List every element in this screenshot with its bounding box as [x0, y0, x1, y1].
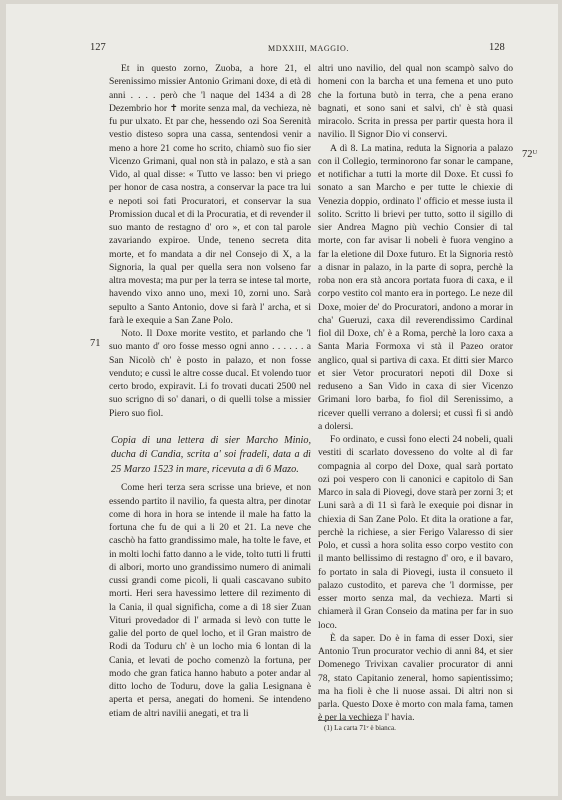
margin-number-71: 71	[90, 338, 101, 349]
paragraph-noto: Noto. Il Doxe morite vestito, et parlando che 'l suo manto d' oro fosse messo ogni anno . . . . . . a San Nicolò ch' è posto in palazo, et non fosse venduto; e cussì le altre cosse ducal. Et volendo tuor certo brodo, expiravit. Li fo trovati ducati 2500 nel suo scrigno di so' danari, o di quelli tolse a missier Piero suo fiol.	[109, 328, 311, 419]
left-column	[109, 62, 311, 720]
right-column	[318, 62, 513, 725]
running-title: MDXXIII, MAGGIO.	[268, 44, 349, 53]
paragraph-letter-body: Come heri terza sera scrisse una brieve, et non essendo partito il navilio, fa questa altra, per dinotar come di hora in hora se intende il male ha fatto la fortuna che fu de qui a li 20 et 21. La neve che caschò ha fatto grandissimo male, ha tolte le fave, et in molti lochi fatto danno a le vide, tolto tutti li frutti di albori, morto uno grandissimo numero di animali cussi grandi come picoli, li quali cascavano subito morti. Heri sera havessimo lettere dil rezimento di la Cania, il qual significha, come a dì 18 sier Zuan Vituri provedador di l' armada si levò con tutte le galie del porto de quel locho, et il Gran maistro de Rodi da Toduru ch' è un locho mia 6 lontan di la Cania, et levati de pocho comenzò la fortuna, per modo che gran fatica hanno habuto a poter andar al ditto locho de Toduru, dove la galia Lesignana è aperta et persa, anegati do homeni. Se intendeno etiam de altri navilii anegati, et tra li	[109, 482, 311, 719]
letter-title: Copia di una lettera di sier Marcho Minio, ducha di Candia, scrita a' soi fradeli, data a dì 25 Marzo 1523 in mare, ricevuta a dì 6 Mazo.	[111, 434, 311, 475]
paragraph-fo-ordinato: Fo ordinato, e cussì fono electi 24 nobeli, quali vestiti di scarlato dovesseno do volte al dì far compagnia al corpo del Doxe, qual sarà portato ozi poi vespero con li canonici e capitolo di San Marco in sala di Piovegi, dove starà per zorni 3; et Luni sarà a dì 11 sì farà le exequie poi disnar in chiexia di San Zane Polo. Et dita la oratione a far, perchè la richiese, a sier Ferigo Valaresso di sier Polo, et cussì a hora solita esso corpo vestito con il manto bellissimo di restagno d' oro, e il bavaro, fo portato in sala di Piovegi, iusta il consueto il palazo custodito, et pareva che 'l dormisse, per esser morto senza mal, da vechieza. Marti si chiamerà il Gran Conseio da matina per far in suo loco.	[318, 434, 513, 631]
scanned-page	[6, 4, 558, 796]
footnote-rule	[318, 720, 378, 721]
footnote: (1) La carta 71ᵛ è bianca.	[324, 724, 396, 732]
paragraph-a-di-8: A dì 8. La matina, reduta la Signoria a palazo con il Collegio, terminorono far sonar le campane, et notifichar a tutti la morte dil Doxe. Et cussì fo sonato a san Marcho e per tutte le chiexie di Venezia doppio, ordinato l' officio et messe iusta il solito. Scritto li brievi per tutto, sotto il sigillo di sier Andrea Magno più vechio Consier di tal morte, con far avisar li nobeli è fuora vengino a far la eletione dil Doxe futuro. Et la Signoria restò a disnar in palazo, in la parte di sopra, perchè la roba non era stà ancora portata fuora di caxa, e il corpo vestito col manto era in portego. Le neze dil Doxe, moier de' do Procuratori, andono a morar in cha' Gueruzi, caxa dil reverendissimo Cardinal fiol dil Doxe, ch' è a Roma, perchè la loro caxa a Santa Maria Formoxa vi stà il Pazeo orator anglico, qual si partiva di caxa. Et ditti sier Marco et sier Vetor procuratori nepoti dil Doxe si reduseno a San Vido in caxa di sier Vicenzo Grimani loro barba, fo fiol dil Serenissimo, a ricever quelli verrano a dolersi; et cussì fi si andò a dolersi.	[318, 142, 513, 432]
page-number-left: 127	[90, 42, 106, 53]
paragraph-letter-continuation: altri uno navilio, del qual non scampò salvo do homeni con la barcha et una femena et uno puto che la fortuna butò in terra, che a pena erano bagnati, et sono sani et salvi, ch' è stà quasi miracolo. Scrita in pressa per partir questa hora il navilio. Il Signor Dio vi conservi.	[318, 63, 513, 141]
paragraph-doge-death: Et in questo zorno, Zuoba, a hore 21, el Serenissimo missier Antonio Grimani doxe, di età di anni . . . . però che 'l naque del 1434 a dì 28 Dezembrio hor ✝ morite senza mal, da vechieza, nè fu pur ulxato. Et par che, hessendo ozi Soa Serenità vestio disteso sopra una cassa, sentendosi venir a meno a hore 21 come ho scrito, chiamò suo fio sier Vicenzo Grimani, qual non stà in palazo, e stà a san Vido, al qual disse: « Tutto ve lasso: ben vi priego per honor de casa nostra, a conservar la pace tra lui e nepoti soi fati Procuratori, et conservar la sua Promission ducal et di la Procuratia, et di revender il suo manto de restagno d' oro », et con tal parole zavariando expiroe. Unde, teneno secreta dita morte, et fo mandata a dir nel Consejo di X, a la Signoria, la qual per quella sera non volseno far altra movesta; ma pur per la terra se intese tal morte, havendo vixo anno uno, mexi 10, zorni uno. Sarà sepulto a Santo Antonio, dove si farà l' archa, et si farà le exequie a San Zane Polo.	[109, 63, 311, 326]
page-number-right: 128	[489, 42, 505, 53]
margin-number-72: 72ᵁ	[522, 149, 538, 160]
paragraph-e-da-saper: È da saper. Do è in fama di esser Doxi, sier Antonio Trun procurator vechio di anni 84, et sier Domenego Trivixan cavalier procurator di anni 78, stato Capitanio zeneral, homo sapientissimo; ma ha fioli è che li nuose assai. Di altri non si parla. Questo Doxe è morto con mala fama, tamen è per la vechieza l' havia.	[318, 632, 513, 724]
